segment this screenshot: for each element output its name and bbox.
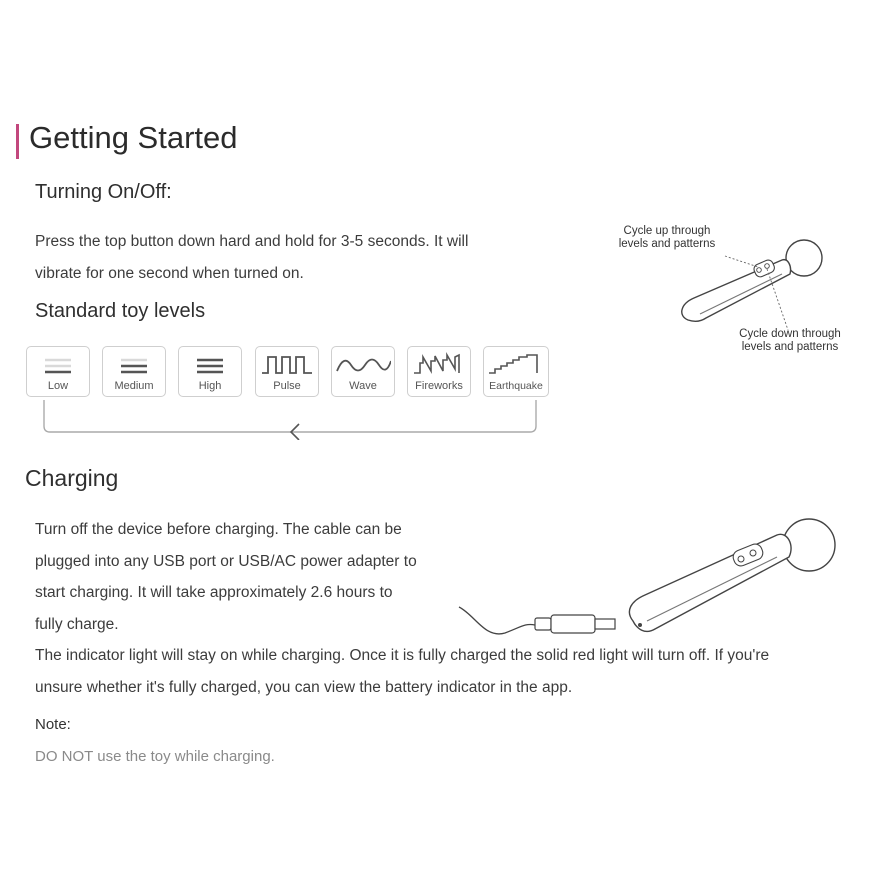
charging-line: Turn off the device before charging. The cable can be <box>35 521 402 538</box>
level-label: Wave <box>349 380 377 392</box>
level-low <box>26 346 90 397</box>
turning-line: Press the top button down hard and hold for 3-5 seconds. It will <box>35 233 469 250</box>
turning-heading: Turning On/Off: <box>35 181 172 203</box>
level-wave <box>331 346 395 397</box>
note-text: DO NOT use the toy while charging. <box>35 748 275 765</box>
charging-line: The indicator light will stay on while charging. Once it is fully charged the solid red light will turn off. If you're <box>35 647 770 664</box>
level-label: High <box>198 380 222 392</box>
level-label: Low <box>47 380 69 392</box>
wand-charging-diagram <box>455 515 845 640</box>
page-title: Getting Started <box>29 120 238 155</box>
wand-buttons-diagram <box>670 236 830 336</box>
charging-line: plugged into any USB port or USB/AC power adapter to <box>35 552 417 570</box>
turning-line: vibrate for one second when turned on. <box>35 264 304 282</box>
cycle-down-callout: Cycle down through levels and patterns <box>739 328 841 353</box>
level-high <box>178 346 242 397</box>
level-label: Pulse <box>273 380 301 392</box>
sine-wave-icon <box>335 351 391 379</box>
note-label: Note: <box>35 716 71 733</box>
charging-heading: Charging <box>25 465 119 491</box>
cycle-up-callout: Cycle up through levels and patterns <box>618 225 716 250</box>
level-label: Fireworks <box>415 380 463 392</box>
charging-line: fully charge. <box>35 615 119 633</box>
level-fireworks <box>407 346 471 397</box>
pulse-wave-icon <box>260 351 314 379</box>
turning-paragraph <box>35 226 468 289</box>
cycle-bracket-arrow <box>40 398 540 440</box>
level-label: Earthquake <box>489 380 543 392</box>
level-label: Medium <box>114 380 154 392</box>
low-level-icon <box>33 351 83 379</box>
earthquake-icon <box>487 351 545 379</box>
title-accent-bar <box>16 124 19 159</box>
level-earthquake <box>483 346 549 397</box>
level-pulse <box>255 346 319 397</box>
charging-line: start charging. It will take approximately 2.6 hours to <box>35 584 393 601</box>
charging-line: unsure whether it's fully charged, you can view the battery indicator in the app. <box>35 678 573 696</box>
level-medium <box>102 346 166 397</box>
fireworks-icon <box>411 351 467 379</box>
levels-heading: Standard toy levels <box>35 300 206 322</box>
medium-level-icon <box>109 351 159 379</box>
high-level-icon <box>185 351 235 379</box>
